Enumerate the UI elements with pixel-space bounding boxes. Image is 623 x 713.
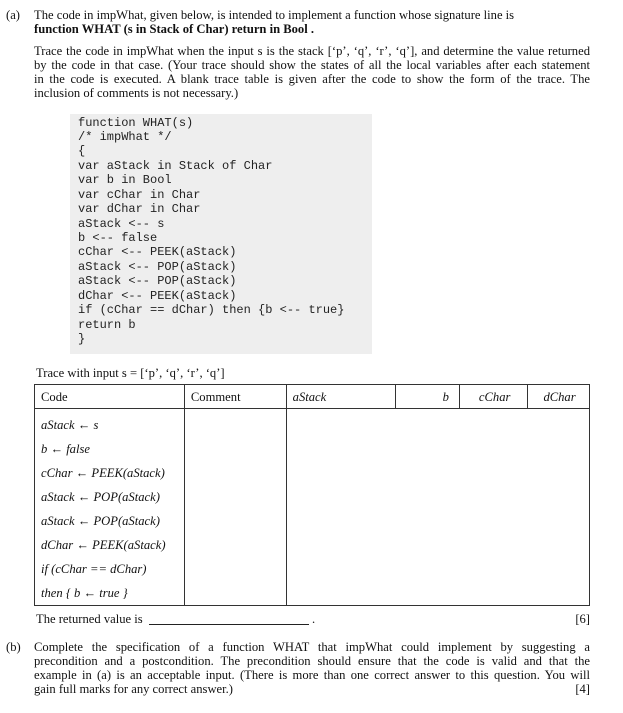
table-row: b ← false <box>41 442 90 456</box>
part-b-line: gain full marks for any correct answer.) <box>34 682 233 696</box>
table-row: dChar ← PEEK(aStack) <box>41 538 166 552</box>
instruction-line: inclusion of comments is not necessary.) <box>34 86 239 100</box>
code-line: if (cChar == dChar) then {b <-- true} <box>78 303 345 317</box>
code-line: return b <box>78 318 136 332</box>
intro-line-1: The code in impWhat, given below, is intended to implement a function whose signature line is <box>34 8 515 22</box>
code-line: aStack <-- s <box>78 217 165 231</box>
part-a-label: (a) <box>6 8 20 22</box>
header-cchar: cChar <box>460 385 528 409</box>
comment-column[interactable] <box>184 409 286 606</box>
returned-value-end: . <box>312 612 316 626</box>
code-line: var b in Bool <box>78 173 172 187</box>
code-column <box>35 409 185 606</box>
header-comment: Comment <box>184 385 286 409</box>
code-line: { <box>78 144 86 158</box>
code-line: aStack <-- POP(aStack) <box>78 274 237 288</box>
trace-instructions <box>34 44 590 100</box>
code-line: dChar <-- PEEK(aStack) <box>78 289 237 303</box>
code-line: /* impWhat */ <box>78 130 172 144</box>
part-b-line: precondition and a postcondition. The precondition should ensure that the code is valid and that the <box>34 654 590 668</box>
header-code: Code <box>35 385 185 409</box>
returned-value-blank[interactable] <box>149 624 309 625</box>
code-listing <box>70 114 372 354</box>
code-line: var aStack in Stack of Char <box>78 159 273 173</box>
header-dchar: dChar <box>528 385 590 409</box>
trace-header-row <box>35 385 590 409</box>
instruction-line: Trace the code in impWhat when the input s is the stack [‘p’, ‘q’, ‘r’, ‘q’], and determine the value returned <box>34 44 590 58</box>
part-b-text <box>34 640 590 696</box>
code-line: } <box>78 332 86 346</box>
header-astack: aStack <box>286 385 396 409</box>
table-row: aStack ← POP(aStack) <box>41 490 160 504</box>
part-b-marks: [4] <box>575 682 590 696</box>
trace-table <box>34 384 590 606</box>
code-line: aStack <-- POP(aStack) <box>78 260 237 274</box>
part-b-line: example in (a) is an acceptable input. (There is more than one correct answer to this question. You will <box>34 668 590 682</box>
part-b-label: (b) <box>6 640 21 654</box>
trace-heading: Trace with input s = [‘p’, ‘q’, ‘r’, ‘q’] <box>36 366 225 380</box>
table-row: cChar ← PEEK(aStack) <box>41 466 165 480</box>
trace-body-row <box>35 409 590 606</box>
part-a-marks: [6] <box>575 612 590 626</box>
code-line: function WHAT(s) <box>78 116 194 130</box>
variables-column[interactable] <box>286 409 589 606</box>
table-row: if (cChar == dChar) <box>41 562 147 576</box>
table-row: aStack ← s <box>41 418 99 432</box>
instruction-line: in the code is executed. A blank trace table is given after the code to show the form of the trace. The <box>34 72 590 86</box>
table-row: aStack ← POP(aStack) <box>41 514 160 528</box>
header-b: b <box>396 385 460 409</box>
intro-line-2: function WHAT (s in Stack of Char) return in Bool . <box>34 22 315 36</box>
code-line: var cChar in Char <box>78 188 201 202</box>
part-b-line: Complete the specification of a function WHAT that impWhat could implement by suggesting a <box>34 640 590 654</box>
code-line: var dChar in Char <box>78 202 201 216</box>
code-line: b <-- false <box>78 231 158 245</box>
part-a-intro <box>34 8 590 36</box>
table-row: then { b ← true } <box>41 586 128 600</box>
code-line: cChar <-- PEEK(aStack) <box>78 245 237 259</box>
instruction-line: by the code in that case. (Your trace should show the states of all the local variables after each statement <box>34 58 590 72</box>
returned-value-label: The returned value is <box>36 612 143 626</box>
